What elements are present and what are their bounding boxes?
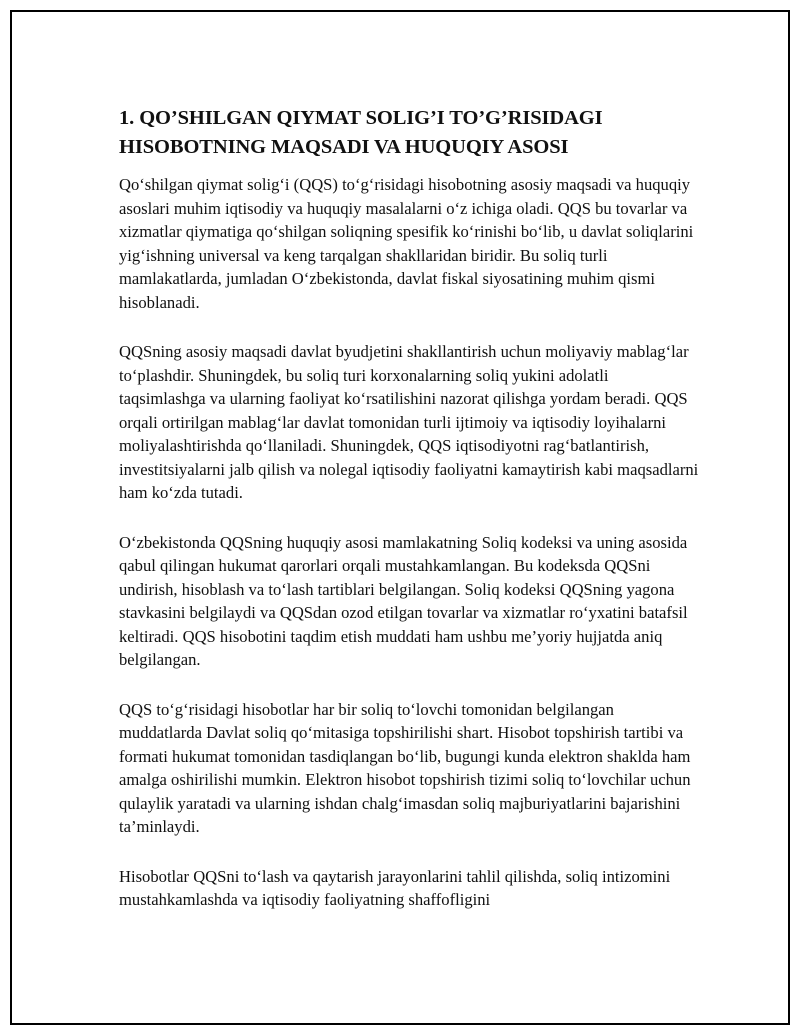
- paragraph-3: O‘zbekistonda QQSning huquqiy asosi mamlakatning Soliq kodeksi va uning asosida qabul qilingan hukumat qarorlari orqali mustahkamlangan. Bu kodeksda QQSni undirish, hisoblash va to‘lash tartiblari belgilangan. Soliq kodeksi QQSning yagona stavkasini belgilaydi va QQSdan ozod etilgan tovarlar va xizmatlar ro‘yxatini batafsil keltiradi. QQS hisobotini taqdim etish muddati ham ushbu me’yoriy hujjatda aniq belgilangan.: [119, 532, 688, 669]
- paragraph-1: Qo‘shilgan qiymat solig‘i (QQS) to‘g‘risidagi hisobotning asosiy maqsadi va huquqiy asoslari muhim iqtisodiy va huquqiy masalalarni o‘z ichiga oladi. QQS bu tovarlar va xizmatlar qiymatiga qo‘shilgan soliqning spesifik ko‘rinishi bo‘lib, u davlat soliqlarini yig‘ishning universal va keng tarqalgan shakllaridan biridir. Bu soliq turli mamlakatlarda, jumladan O‘zbekistonda, davlat fiskal siyosatining muhim qismi hisoblanadi.: [119, 175, 694, 312]
- paragraph-4: QQS to‘g‘risidagi hisobotlar har bir soliq to‘lovchi tomonidan belgilangan muddatlarda Davlat soliq qo‘mitasiga topshirilishi shart. Hisobot topshirish tartibi va formati hukumat tomonidan tasdiqlangan bo‘lib, bugungi kunda elektron shaklda ham amalga oshirilishi mumkin. Elektron hisobot topshirish tizimi soliq to‘lovchilar uchun qulaylik yaratadi va ularning ishdan chalg‘imasdan soliq majburiyatlarini bajarishini ta’minlaydi.: [119, 699, 691, 836]
- section-heading: 1. QO’SHILGAN QIYMAT SOLIG’I TO’G’RISIDAGI HISOBOTNING MAQSADI VA HUQUQIY ASOSI: [119, 107, 603, 158]
- paragraph-5: Hisobotlar QQSni to‘lash va qaytarish jarayonlarini tahlil qilishda, soliq intizomini mustahkamlashda va iqtisodiy faoliyatning shaffofligini: [119, 866, 671, 909]
- paragraph-2: QQSning asosiy maqsadi davlat byudjetini shakllantirish uchun moliyaviy mablag‘lar to‘plashdir. Shuningdek, bu soliq turi korxonalarning soliq yukini adolatli taqsimlashga va ularning faoliyat ko‘rsatilishini nazorat qilishga yordam beradi. QQS orqali ortirilgan mablag‘lar davlat tomonidan turli ijtimoiy va iqtisodiy loyihalarni moliyalashtirishda qo‘llaniladi. Shuningdek, QQS iqtisodiyotni rag‘batlantirish, investitsiyalarni jalb qilish va nolegal iqtisodiy faoliyatni kamaytirish kabi maqsadlarni ham ko‘zda tutadi.: [119, 342, 699, 502]
- document-body: [119, 104, 699, 938]
- document-page: [10, 10, 790, 1025]
